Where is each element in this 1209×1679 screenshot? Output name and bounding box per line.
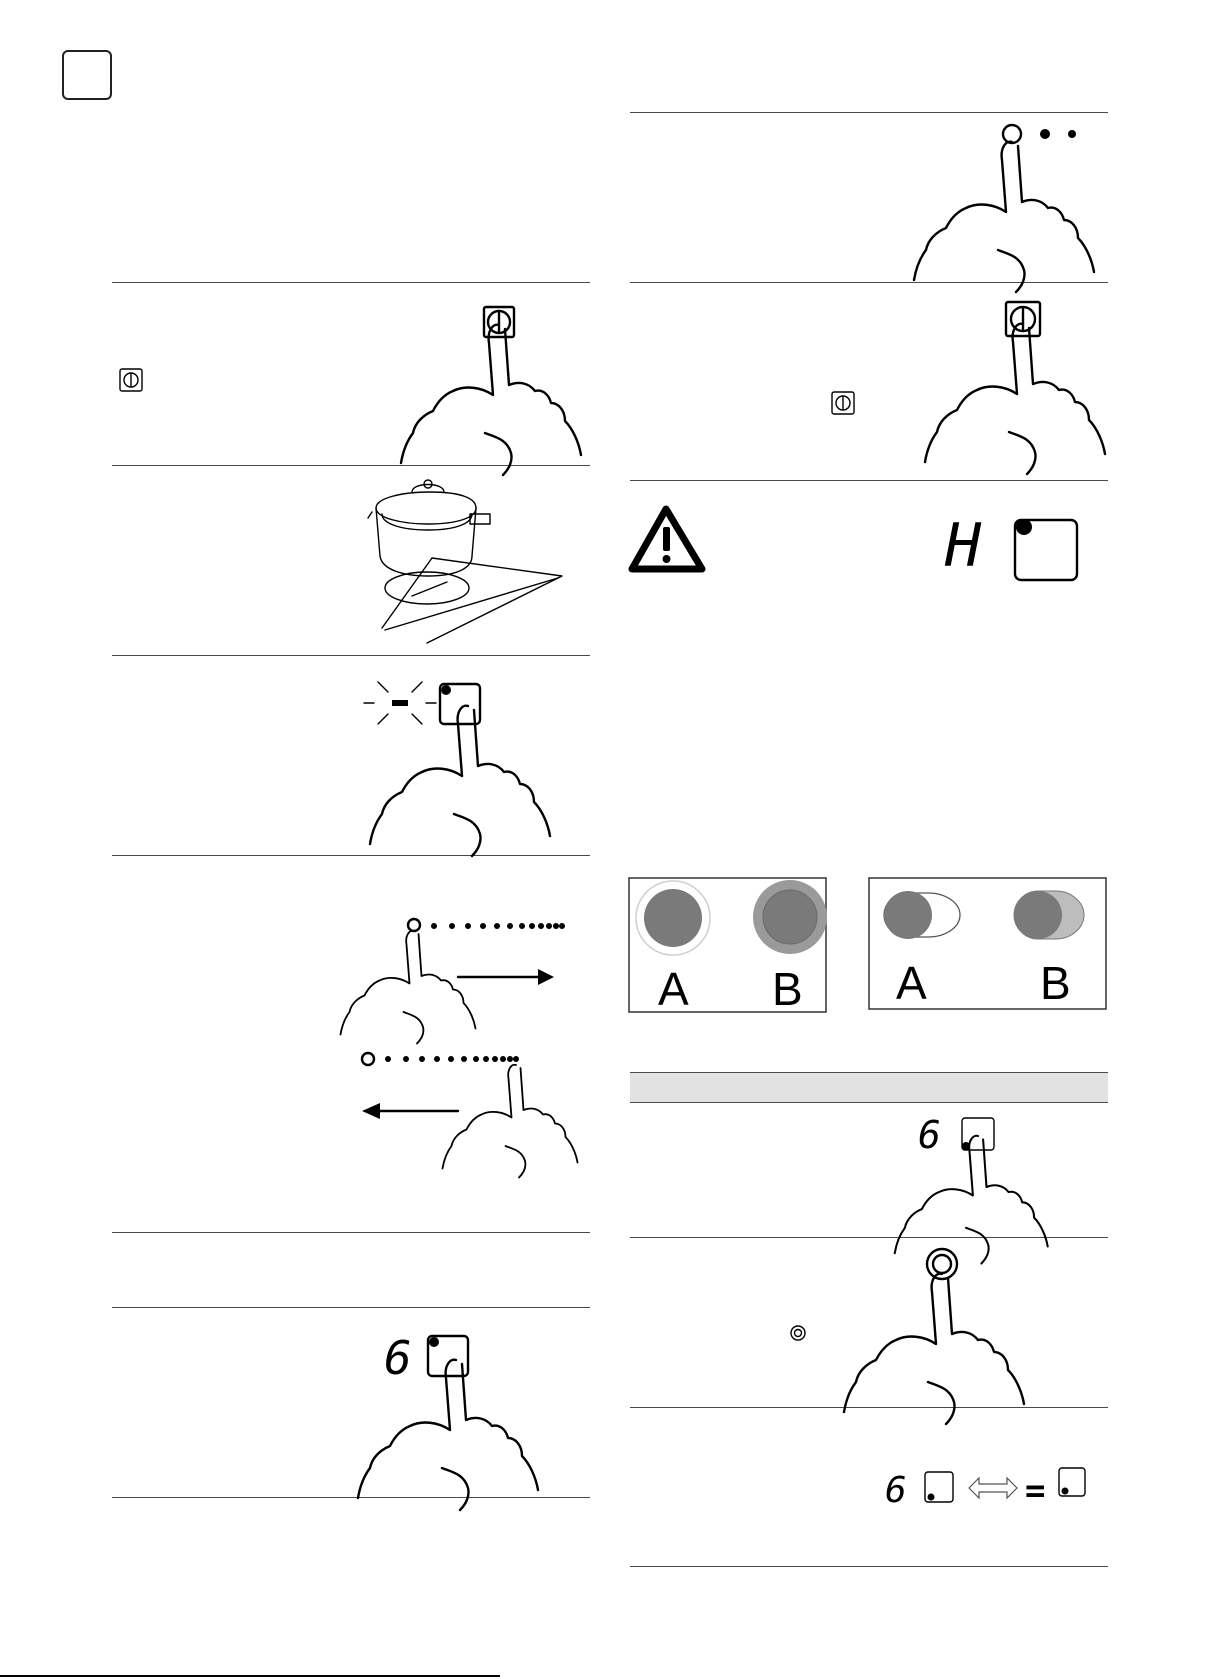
separator-right-6 [630, 1237, 1108, 1238]
zone-type-oval-panel [868, 877, 1108, 1012]
pointing-finger-icon [443, 1065, 578, 1178]
zone-label-b: B [772, 963, 803, 1015]
separator-right-3 [630, 480, 1108, 481]
power-button-icon-off [830, 390, 858, 418]
pointing-finger-icon [401, 325, 581, 475]
separator-left-2 [112, 465, 590, 466]
power-off-illustration [920, 300, 1080, 470]
arrow-left-icon [362, 1103, 380, 1119]
separator-right-1 [630, 112, 1108, 113]
power-level-small-illustration [918, 1113, 1068, 1236]
power-level-illustration [384, 1332, 564, 1492]
table-header-bar [630, 1072, 1108, 1102]
separator-right-5 [630, 1102, 1108, 1103]
power-toggle-illustration [885, 1466, 1085, 1518]
arrow-right-icon [538, 969, 554, 985]
pointing-finger-icon [341, 931, 476, 1044]
double-arrow-icon [969, 1478, 1017, 1498]
residual-heat-indicator: H [945, 511, 982, 581]
separator-left-1 [112, 282, 590, 283]
residual-heat-illustration [945, 512, 1085, 584]
pointing-finger-icon [370, 706, 550, 856]
separator-left-6 [112, 1307, 590, 1308]
slider-swipe-back-illustration [340, 1045, 580, 1195]
zone-label-b-oval: B [1040, 957, 1071, 1009]
boost-press-illustration [920, 1248, 1080, 1408]
language-box [62, 50, 112, 100]
separator-left-4 [112, 855, 590, 856]
bottom-edge-line [0, 1675, 500, 1677]
toggle-alt-symbol: = [1025, 1471, 1046, 1511]
separator-left-3 [112, 655, 590, 656]
separator-left-7 [112, 1497, 590, 1498]
zone-label-a: A [658, 963, 689, 1015]
power-level-small-digit: 6 [918, 1113, 941, 1157]
boost-circle-icon [789, 1324, 807, 1342]
power-toggle-digit: 6 [885, 1470, 907, 1511]
power-level-digit: 6 [384, 1331, 412, 1385]
separator-right-2 [630, 282, 1108, 283]
pointing-finger-icon [925, 324, 1105, 474]
zone-select-illustration [370, 678, 570, 838]
zone-label-a-oval: A [896, 957, 927, 1009]
pointing-finger-icon [914, 142, 1094, 292]
separator-left-5 [112, 1232, 590, 1233]
separator-right-8 [630, 1566, 1108, 1567]
pointing-finger-icon [844, 1274, 1024, 1424]
power-button-icon [118, 367, 146, 395]
zone-type-round-panel [628, 877, 828, 1015]
power-press-illustration [400, 305, 550, 460]
cooking-pot-icon [372, 478, 562, 643]
warning-triangle-icon [628, 505, 708, 575]
slider-touch-illustration [880, 118, 1080, 278]
